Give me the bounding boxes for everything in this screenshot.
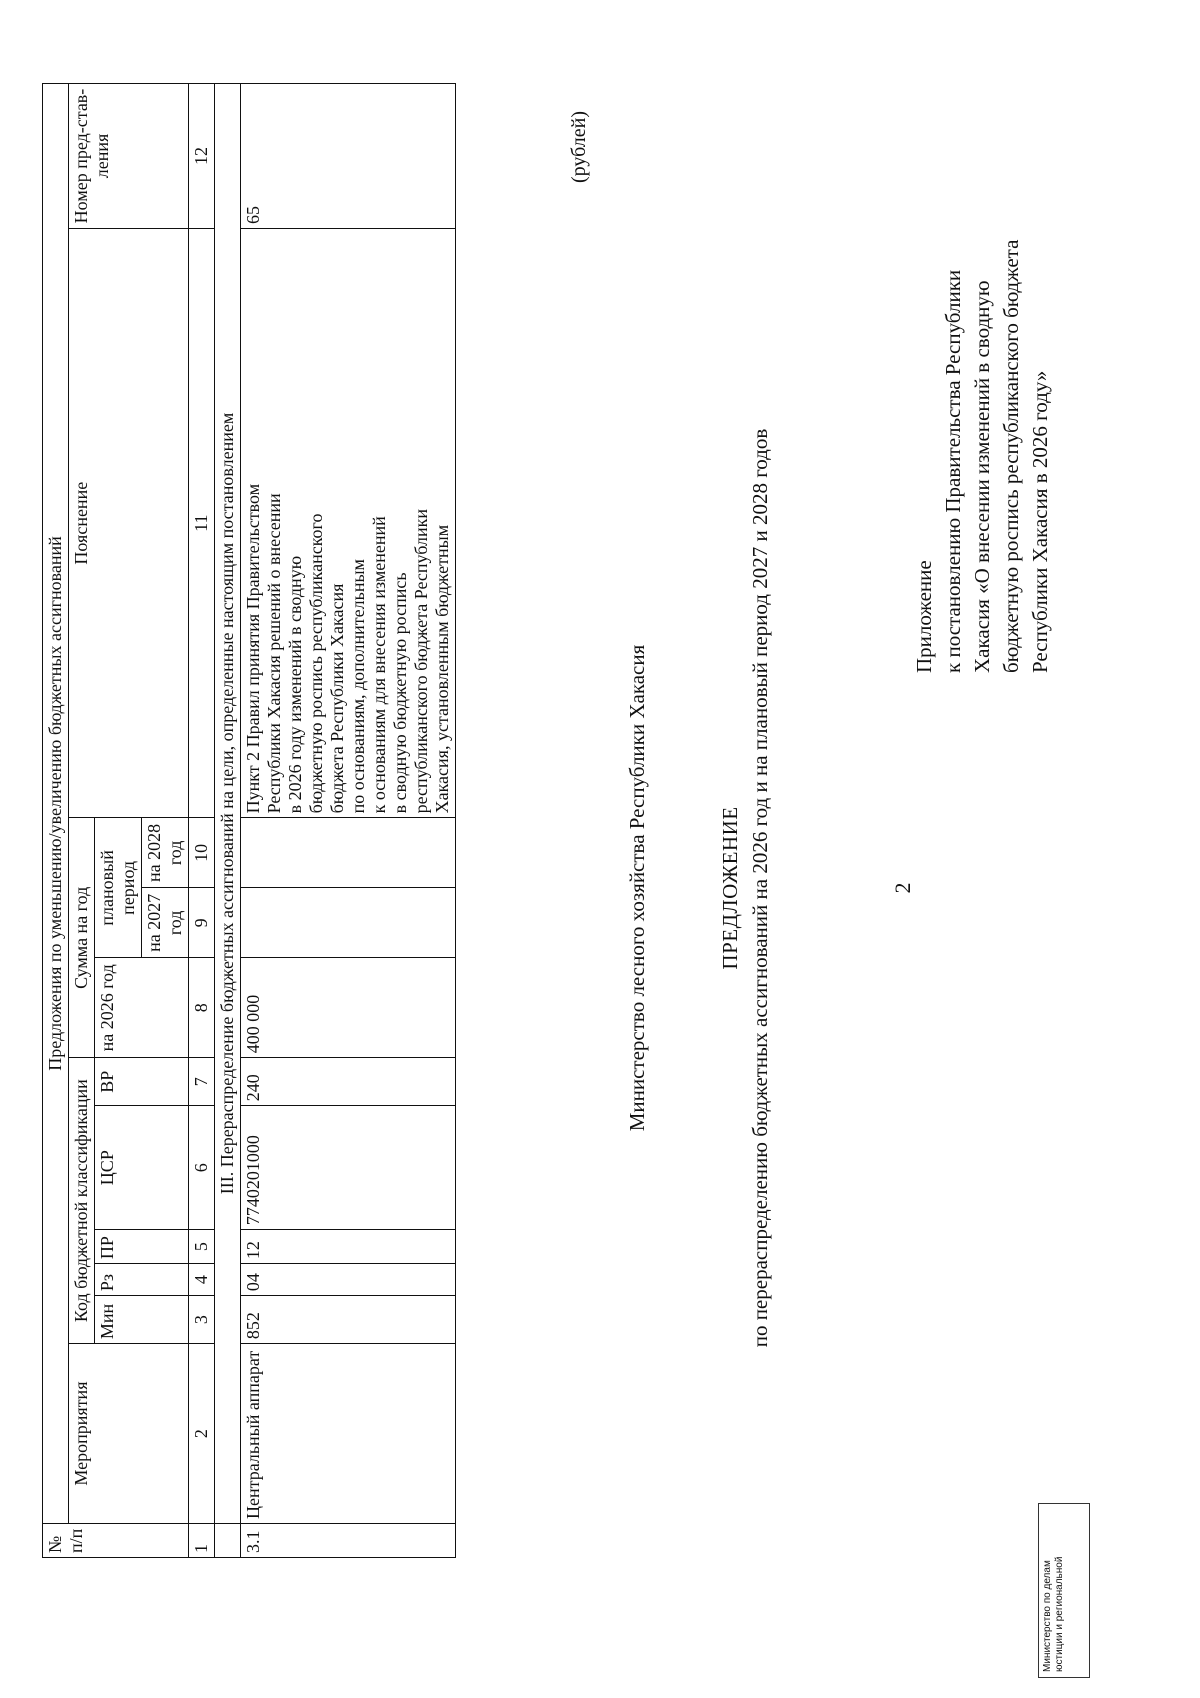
explain-line: к основаниям для внесения изменений	[369, 516, 389, 814]
header-events: Мероприятия	[69, 1344, 189, 1524]
colnum: 8	[189, 958, 215, 1058]
explain-line: в 2026 году изменений в сводную	[285, 555, 305, 814]
header-main: Предложения по уменьшению/увеличению бюджетных ассигнований	[43, 84, 69, 1524]
row-sum2028	[241, 818, 456, 888]
explain-line: в сводную бюджетную роспись	[390, 572, 410, 814]
colnum: 3	[189, 1296, 215, 1344]
colnum: 5	[189, 1230, 215, 1264]
explain-line: бюджетную роспись республиканского	[306, 513, 326, 814]
stamp-line: юстиции и региональной	[1054, 1556, 1065, 1672]
colnum: 4	[189, 1264, 215, 1296]
table-row	[241, 84, 456, 1558]
explain-line: республиканского бюджета Республики	[411, 508, 431, 814]
rotated-page	[20, 88, 1110, 1688]
header-plan: плановый период	[95, 818, 142, 958]
row-vr: 240	[241, 1058, 456, 1106]
header-num: № п/п	[43, 1524, 189, 1558]
colnum: 9	[189, 888, 215, 958]
row-event: Центральный аппарат	[241, 1344, 456, 1524]
ministry-name: Министерство лесного хозяйства Республики Хакасия	[625, 644, 649, 1132]
section-spacer	[215, 1524, 241, 1558]
allocation-table	[42, 83, 456, 1558]
colnum: 6	[189, 1106, 215, 1230]
colnum: 10	[189, 818, 215, 888]
header-2027: на 2027 год	[142, 888, 189, 958]
colnum: 1	[189, 1524, 215, 1558]
explain-line: Республики Хакасия решений о внесении	[264, 493, 284, 814]
colnum: 12	[189, 84, 215, 229]
header-2028: на 2028 год	[142, 818, 189, 888]
header-pr: ПР	[95, 1230, 189, 1264]
header-code: Код бюджетной классификации	[69, 1058, 95, 1344]
stamp-line: Министерство по делам	[1042, 1560, 1053, 1672]
header-rz: Рз	[95, 1264, 189, 1296]
appendix-line: Приложение	[912, 560, 936, 673]
row-explanation	[241, 229, 456, 818]
header-vr: ВР	[95, 1058, 189, 1106]
title-heading: ПРЕДЛОЖЕНИЕ	[718, 806, 742, 970]
header-explain: Пояснение	[69, 229, 189, 818]
title-subheading: по перераспределению бюджетных ассигнований на 2026 год и на плановый период 2027 и 2028 годов	[748, 428, 772, 1348]
header-repnum: Номер пред-став-ления	[69, 84, 189, 229]
explain-line: Пункт 2 Правил принятия Правительством	[243, 483, 263, 814]
units-label: (рублей)	[568, 110, 590, 183]
row-repnum: 65	[241, 84, 456, 229]
appendix-line: к постановлению Правительства Республики	[941, 269, 965, 673]
header-min: Мин	[95, 1296, 189, 1344]
section-heading: III. Перераспределение бюджетных ассигнований на цели, определенные настоящим постановлением	[215, 84, 241, 1524]
header-csr: ЦСР	[95, 1106, 189, 1230]
row-pr: 12	[241, 1230, 456, 1264]
column-numbers-row	[189, 84, 215, 1558]
appendix-line: бюджетную роспись республиканского бюджета	[999, 239, 1023, 673]
row-sum2026: 400 000	[241, 958, 456, 1058]
appendix-block	[910, 113, 1055, 673]
explain-line: Хакасия, установленным бюджетным	[432, 524, 452, 814]
explain-line: по основаниям, дополнительным	[348, 559, 368, 814]
colnum: 11	[189, 229, 215, 818]
row-min: 852	[241, 1296, 456, 1344]
registry-stamp	[1038, 1503, 1090, 1678]
row-csr: 7740201000	[241, 1106, 456, 1230]
page-number: 2	[890, 882, 915, 894]
row-sum2027	[241, 888, 456, 958]
document-title	[715, 88, 775, 1688]
header-2026: на 2026 год	[95, 958, 189, 1058]
colnum: 7	[189, 1058, 215, 1106]
explain-line: бюджета Республики Хакасия	[327, 583, 347, 814]
colnum: 2	[189, 1344, 215, 1524]
row-num: 3.1	[241, 1524, 456, 1558]
header-sum: Сумма на год	[69, 818, 95, 1058]
appendix-line: Хакасия «О внесении изменений в сводную	[970, 280, 994, 673]
row-rz: 04	[241, 1264, 456, 1296]
appendix-line: Республики Хакасия в 2026 году»	[1028, 370, 1052, 673]
